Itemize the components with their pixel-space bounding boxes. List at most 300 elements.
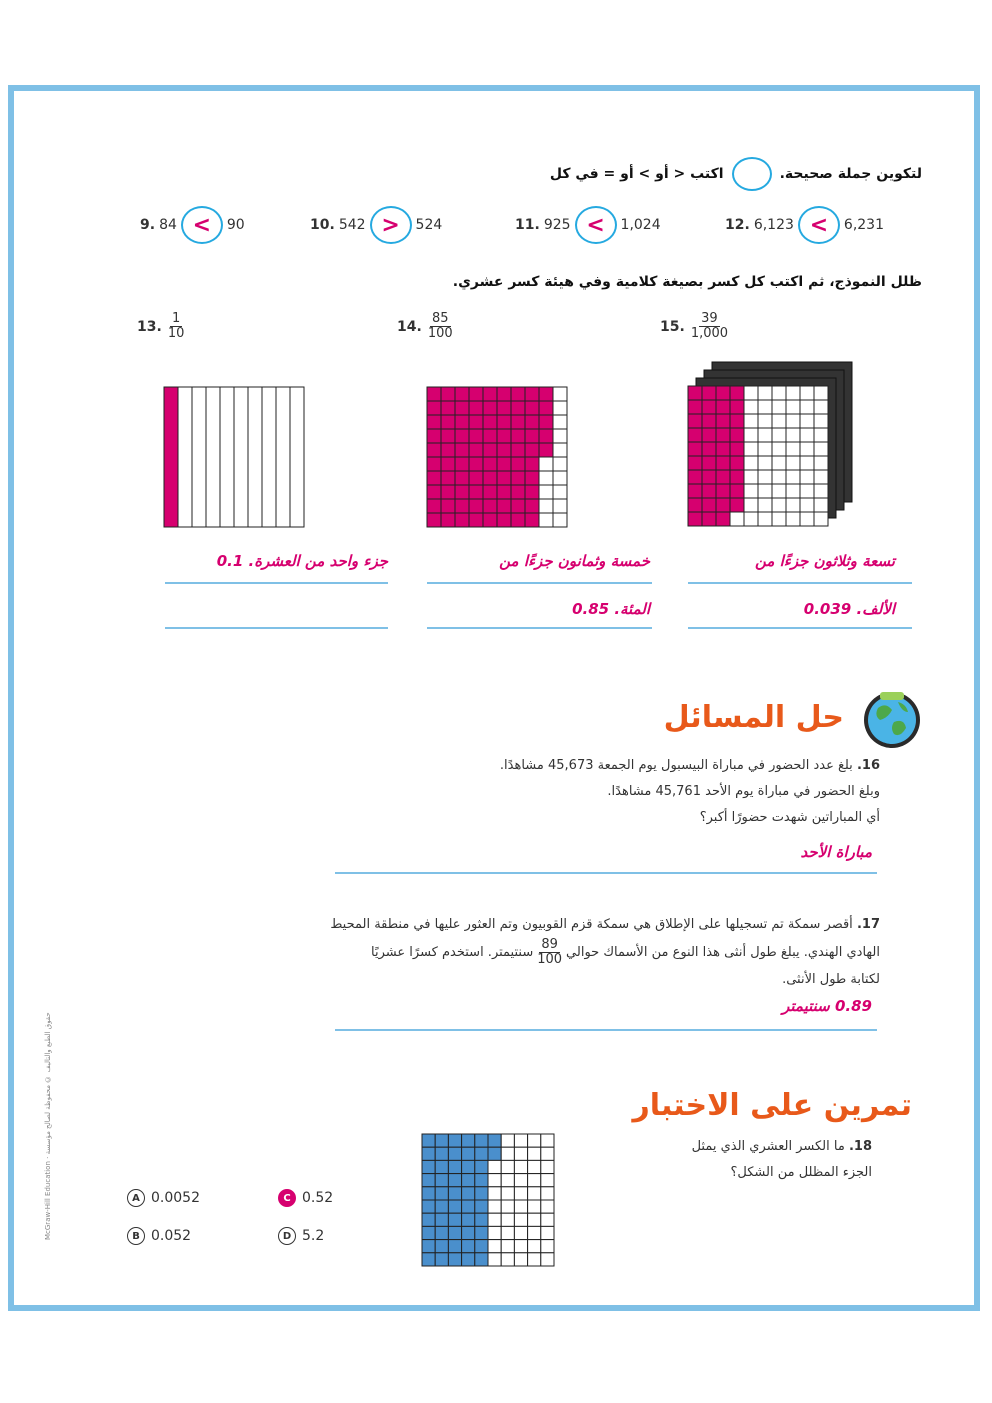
grid-cell — [541, 1134, 554, 1147]
grid-cell — [475, 1134, 488, 1147]
thousandth-cell — [786, 498, 800, 512]
grid-cell — [435, 1134, 448, 1147]
hundredth-cell — [441, 387, 455, 401]
hundredth-cell — [539, 429, 553, 443]
hundredth-cell — [539, 443, 553, 457]
grid-cell — [488, 1160, 501, 1173]
thousandth-cell — [800, 456, 814, 470]
tenths-model — [163, 386, 307, 530]
grid-cell — [435, 1187, 448, 1200]
page-frame — [8, 85, 980, 1311]
thousandth-cell — [716, 470, 730, 484]
thousandth-cell — [800, 414, 814, 428]
hundredths-model — [426, 386, 570, 530]
tenth-strip — [206, 387, 220, 527]
thousandth-cell — [814, 498, 828, 512]
answer-line — [427, 627, 652, 629]
thousandth-cell — [786, 400, 800, 414]
hundredth-cell — [511, 429, 525, 443]
hundredth-cell — [539, 513, 553, 527]
thousandth-cell — [758, 428, 772, 442]
thousandth-cell — [800, 386, 814, 400]
thousandth-cell — [730, 386, 744, 400]
grid-cell — [528, 1147, 541, 1160]
grid-cell — [541, 1174, 554, 1187]
thousandth-cell — [786, 386, 800, 400]
hundredth-cell — [455, 499, 469, 513]
hundredth-cell — [441, 401, 455, 415]
hundredth-cell — [553, 485, 567, 499]
grid-cell — [514, 1226, 527, 1239]
answer-line — [335, 1029, 877, 1031]
grid-cell — [435, 1160, 448, 1173]
hundredth-cell — [497, 443, 511, 457]
hundredths-grid-blue — [421, 1133, 555, 1267]
thousandth-cell — [688, 470, 702, 484]
hundredth-cell — [511, 401, 525, 415]
grid-cell — [514, 1253, 527, 1266]
grid-cell — [488, 1134, 501, 1147]
thousandth-cell — [716, 456, 730, 470]
hundredth-cell — [525, 387, 539, 401]
thousandth-cell — [716, 512, 730, 526]
hundredth-cell — [483, 387, 497, 401]
grid-cell — [462, 1174, 475, 1187]
thousandth-cell — [730, 498, 744, 512]
hundredth-cell — [483, 443, 497, 457]
hundredth-cell — [483, 429, 497, 443]
hundredth-cell — [539, 387, 553, 401]
grid-cell — [488, 1213, 501, 1226]
hundredth-cell — [525, 499, 539, 513]
answer-line — [165, 582, 388, 584]
hundredth-cell — [553, 401, 567, 415]
thousandth-cell — [730, 512, 744, 526]
thousandth-cell — [744, 512, 758, 526]
grid-cell — [514, 1160, 527, 1173]
grid-cell — [514, 1187, 527, 1200]
thousandth-cell — [730, 414, 744, 428]
grid-cell — [501, 1147, 514, 1160]
hundredth-cell — [441, 471, 455, 485]
thousandth-cell — [758, 484, 772, 498]
grid-cell — [514, 1134, 527, 1147]
hundredth-cell — [455, 429, 469, 443]
thousandth-cell — [800, 512, 814, 526]
thousandth-cell — [688, 512, 702, 526]
grid-cell — [501, 1187, 514, 1200]
thousandth-cell — [702, 414, 716, 428]
hundredth-cell — [525, 415, 539, 429]
grid-cell — [422, 1200, 435, 1213]
hundredth-cell — [497, 457, 511, 471]
thousandths-cube — [686, 360, 856, 530]
hundredth-cell — [539, 485, 553, 499]
choice-b[interactable]: B 0.052 — [127, 1227, 191, 1245]
tenth-strip — [234, 387, 248, 527]
thousandth-cell — [758, 456, 772, 470]
test-practice-heading: تمرين على الاختبار — [632, 1088, 912, 1123]
grid-cell — [514, 1200, 527, 1213]
hundredth-cell — [553, 457, 567, 471]
thousandth-cell — [758, 442, 772, 456]
thousandth-cell — [814, 428, 828, 442]
grid-cell — [448, 1160, 461, 1173]
thousandth-cell — [730, 484, 744, 498]
thousandth-cell — [814, 386, 828, 400]
grid-cell — [422, 1174, 435, 1187]
hundredth-cell — [469, 401, 483, 415]
thousandth-cell — [758, 512, 772, 526]
hundredth-cell — [539, 415, 553, 429]
thousandth-cell — [800, 470, 814, 484]
thousandth-cell — [758, 386, 772, 400]
grid-cell — [514, 1240, 527, 1253]
grid-cell — [501, 1160, 514, 1173]
hundredth-cell — [553, 443, 567, 457]
answer-line — [688, 627, 912, 629]
answer-line — [427, 582, 652, 584]
thousandth-cell — [772, 498, 786, 512]
answer-circle[interactable]: < — [181, 206, 223, 244]
grid-cell — [462, 1147, 475, 1160]
hundredth-cell — [469, 485, 483, 499]
comparison-11: 11. 925 < 1,024 — [515, 206, 661, 244]
thousandth-cell — [786, 484, 800, 498]
thousandth-cell — [744, 456, 758, 470]
grid-cell — [541, 1160, 554, 1173]
thousandth-cell — [702, 484, 716, 498]
grid-cell — [462, 1226, 475, 1239]
thousandth-cell — [702, 428, 716, 442]
grid-cell — [448, 1253, 461, 1266]
hundredth-cell — [427, 471, 441, 485]
thousandth-cell — [800, 484, 814, 498]
grid-cell — [528, 1160, 541, 1173]
hundredth-cell — [441, 485, 455, 499]
hundredth-cell — [441, 513, 455, 527]
grid-cell — [501, 1226, 514, 1239]
grid-cell — [435, 1226, 448, 1239]
grid-cell — [475, 1160, 488, 1173]
hundredth-cell — [455, 471, 469, 485]
hundredth-cell — [427, 499, 441, 513]
grid-cell — [422, 1240, 435, 1253]
grid-cell — [528, 1253, 541, 1266]
thousandth-cell — [702, 512, 716, 526]
grid-cell — [448, 1134, 461, 1147]
grid-cell — [475, 1226, 488, 1239]
thousandth-cell — [744, 484, 758, 498]
thousandth-cell — [688, 484, 702, 498]
grid-cell — [448, 1240, 461, 1253]
thousandth-cell — [744, 386, 758, 400]
hundredth-cell — [525, 457, 539, 471]
hundredth-cell — [511, 415, 525, 429]
thousandth-cell — [800, 428, 814, 442]
grid-cell — [501, 1240, 514, 1253]
tenth-strip — [164, 387, 178, 527]
grid-cell — [488, 1240, 501, 1253]
hundredth-cell — [497, 499, 511, 513]
thousandth-cell — [688, 386, 702, 400]
hundredth-cell — [427, 513, 441, 527]
grid-cell — [541, 1147, 554, 1160]
grid-cell — [448, 1147, 461, 1160]
choice-d[interactable]: D 5.2 — [278, 1227, 324, 1245]
answer-line — [688, 582, 912, 584]
grid-cell — [528, 1187, 541, 1200]
thousandth-cell — [814, 456, 828, 470]
grid-cell — [448, 1174, 461, 1187]
q18: 18. ما الكسر العشري الذي يمثل الجزء المظلل من الشكل؟ — [691, 1139, 872, 1180]
thousandth-cell — [800, 400, 814, 414]
hundredth-cell — [427, 443, 441, 457]
grid-cell — [422, 1226, 435, 1239]
grid-cell — [435, 1253, 448, 1266]
hundredth-cell — [427, 429, 441, 443]
thousandth-cell — [772, 400, 786, 414]
hundredth-cell — [441, 415, 455, 429]
grid-cell — [501, 1134, 514, 1147]
answer-circle[interactable]: > — [370, 206, 412, 244]
hundredth-cell — [539, 471, 553, 485]
hundredth-cell — [455, 513, 469, 527]
hundredth-cell — [539, 499, 553, 513]
hundredth-cell — [455, 415, 469, 429]
thousandth-cell — [688, 456, 702, 470]
thousandth-cell — [786, 456, 800, 470]
grid-cell — [488, 1200, 501, 1213]
tenth-strip — [290, 387, 304, 527]
thousandth-cell — [758, 498, 772, 512]
hundredth-cell — [539, 457, 553, 471]
thousandth-cell — [716, 400, 730, 414]
fraction-13: 13. $\frac{1}{10}$ — [137, 311, 185, 341]
grid-cell — [528, 1134, 541, 1147]
grid-cell — [435, 1147, 448, 1160]
thousandth-cell — [688, 414, 702, 428]
thousandth-cell — [744, 400, 758, 414]
hundredth-cell — [469, 443, 483, 457]
thousandth-cell — [814, 400, 828, 414]
grid-cell — [422, 1213, 435, 1226]
comparison-10: 10. 542 > 524 — [310, 206, 442, 244]
grid-cell — [488, 1187, 501, 1200]
grid-cell — [422, 1147, 435, 1160]
thousandth-cell — [772, 414, 786, 428]
thousandth-cell — [730, 456, 744, 470]
fraction-15: 15. $\frac{39}{1,000}$ — [660, 311, 729, 341]
grid-cell — [541, 1187, 554, 1200]
hundredth-cell — [511, 387, 525, 401]
thousandth-cell — [758, 400, 772, 414]
hundredth-cell — [441, 443, 455, 457]
thousandth-cell — [688, 442, 702, 456]
choice-a[interactable]: A 0.0052 — [127, 1189, 200, 1207]
hundredth-cell — [427, 415, 441, 429]
hundredth-cell — [469, 429, 483, 443]
thousandth-cell — [730, 470, 744, 484]
q16-answer: مباراة الأحد — [800, 843, 872, 861]
hundredth-cell — [483, 513, 497, 527]
thousandth-cell — [772, 456, 786, 470]
copyright-text: McGraw-Hill Education · حقوق الطبع والتأليف © محفوظة لصالح مؤسسة — [44, 1012, 52, 1240]
hundredth-cell — [469, 471, 483, 485]
thousandth-cell — [744, 414, 758, 428]
hundredth-cell — [427, 401, 441, 415]
hundredth-cell — [469, 499, 483, 513]
answer-14-line1: خمسة وثمانون جزءًا من — [499, 552, 650, 570]
q17-answer: 0.89 سنتيمتر — [782, 997, 872, 1015]
thousandth-cell — [730, 428, 744, 442]
hundredth-cell — [455, 457, 469, 471]
thousandth-cell — [716, 414, 730, 428]
grid-cell — [528, 1213, 541, 1226]
grid-cell — [462, 1160, 475, 1173]
tenth-strip — [262, 387, 276, 527]
thousandth-cell — [758, 414, 772, 428]
tenth-strip — [276, 387, 290, 527]
tenth-strip — [178, 387, 192, 527]
thousandth-cell — [772, 512, 786, 526]
blank-circle-icon — [732, 157, 772, 191]
tenth-strip — [220, 387, 234, 527]
grid-cell — [514, 1147, 527, 1160]
answer-line — [165, 627, 388, 629]
thousandth-cell — [716, 442, 730, 456]
grid-cell — [541, 1240, 554, 1253]
grid-cell — [422, 1187, 435, 1200]
hundredth-cell — [525, 401, 539, 415]
thousandth-cell — [772, 442, 786, 456]
answer-circle[interactable]: < — [575, 206, 617, 244]
hundredth-cell — [455, 443, 469, 457]
hundredth-cell — [483, 415, 497, 429]
thousandth-cell — [786, 442, 800, 456]
hundredth-cell — [539, 401, 553, 415]
hundredth-cell — [469, 387, 483, 401]
hundredth-cell — [483, 471, 497, 485]
problem-solving-heading: حل المسائل — [663, 700, 844, 735]
choice-c[interactable]: C 0.52 — [278, 1189, 333, 1207]
thousandth-cell — [772, 470, 786, 484]
compare-instruction: اكتب < أو > أو = في كل لتكوين جملة صحيحة. — [550, 157, 922, 191]
hundredth-cell — [497, 485, 511, 499]
fraction-14: 14. $\frac{85}{100}$ — [397, 311, 453, 341]
grid-cell — [462, 1200, 475, 1213]
hundredth-cell — [497, 387, 511, 401]
grid-cell — [514, 1213, 527, 1226]
hundredth-cell — [427, 387, 441, 401]
grid-cell — [528, 1174, 541, 1187]
hundredth-cell — [427, 457, 441, 471]
grid-cell — [435, 1174, 448, 1187]
thousandth-cell — [786, 470, 800, 484]
grid-cell — [501, 1174, 514, 1187]
hundredth-cell — [553, 387, 567, 401]
thousandth-cell — [800, 442, 814, 456]
thousandth-cell — [744, 470, 758, 484]
thousandth-cell — [702, 470, 716, 484]
grid-cell — [448, 1187, 461, 1200]
grid-cell — [488, 1174, 501, 1187]
thousandth-cell — [758, 470, 772, 484]
hundredth-cell — [469, 415, 483, 429]
hundredth-cell — [497, 401, 511, 415]
hundredth-cell — [511, 443, 525, 457]
grid-cell — [422, 1160, 435, 1173]
answer-14-line2: المئة. 0.85 — [572, 600, 650, 618]
thousandth-cell — [688, 400, 702, 414]
grid-cell — [435, 1240, 448, 1253]
comparison-9: 9. 84 < 90 — [140, 206, 245, 244]
hundredth-cell — [469, 513, 483, 527]
grid-cell — [528, 1200, 541, 1213]
hundredth-cell — [483, 499, 497, 513]
thousandth-cell — [716, 428, 730, 442]
hundredth-cell — [483, 457, 497, 471]
answer-15-line1: تسعة وثلاثون جزءًا من — [754, 552, 895, 570]
hundredth-cell — [441, 429, 455, 443]
q17: 17. أقصر سمكة تم تسجيلها على الإطلاق هي سمكة قزم القوبيون وتم العثور عليها في منطقة المحيط الهادي الهندي. يبلغ طول أنثى هذا النوع من الأسماك حوالي $\frac{89}{100}$ سنتيمتر. استخدم كسرًا عشريًا لكتابة طول الأنثى. — [330, 917, 880, 987]
thousandth-cell — [786, 512, 800, 526]
grid-cell — [422, 1253, 435, 1266]
grid-cell — [475, 1187, 488, 1200]
hundredth-cell — [511, 485, 525, 499]
grid-cell — [488, 1226, 501, 1239]
hundredth-cell — [511, 513, 525, 527]
grid-cell — [528, 1240, 541, 1253]
comparison-12: 12. 6,123 < 6,231 — [725, 206, 884, 244]
tenth-strip — [248, 387, 262, 527]
answer-circle[interactable]: < — [798, 206, 840, 244]
hundredth-cell — [455, 387, 469, 401]
fraction-89-100: $\frac{89}{100}$ — [537, 937, 563, 967]
grid-cell — [475, 1147, 488, 1160]
grid-cell — [448, 1213, 461, 1226]
grid-cell — [435, 1200, 448, 1213]
thousandth-cell — [702, 498, 716, 512]
hundredth-cell — [525, 513, 539, 527]
hundredth-cell — [441, 499, 455, 513]
q16: 16. بلغ عدد الحضور في مباراة البيسبول يوم الجمعة 45,673 مشاهدًا. وبلغ الحضور في مباراة يوم الأحد 45,761 مشاهدًا. أي المباراتين شهدت حضورًا أكبر؟ — [499, 758, 880, 825]
grid-cell — [541, 1253, 554, 1266]
answer-15-line2: الألف. 0.039 — [803, 600, 895, 618]
thousandth-cell — [786, 428, 800, 442]
hundredth-cell — [525, 443, 539, 457]
thousandth-cell — [702, 442, 716, 456]
thousandth-cell — [688, 428, 702, 442]
hundredth-cell — [511, 499, 525, 513]
grid-cell — [475, 1174, 488, 1187]
grid-cell — [488, 1147, 501, 1160]
shade-instruction: ظلل النموذج، ثم اكتب كل كسر بصيغة كلامية وفي هيئة كسر عشري. — [452, 274, 922, 290]
hundredth-cell — [511, 471, 525, 485]
thousandth-cell — [772, 484, 786, 498]
hundredth-cell — [483, 485, 497, 499]
answer-line — [335, 872, 877, 874]
answer-13-line1: جزء واحد من العشرة. 0.1 — [216, 552, 388, 570]
grid-cell — [422, 1134, 435, 1147]
thousandth-cell — [716, 498, 730, 512]
thousandth-cell — [702, 386, 716, 400]
grid-cell — [448, 1200, 461, 1213]
thousandth-cell — [814, 512, 828, 526]
thousandth-cell — [772, 428, 786, 442]
thousandth-cell — [744, 442, 758, 456]
thousandth-cell — [744, 428, 758, 442]
